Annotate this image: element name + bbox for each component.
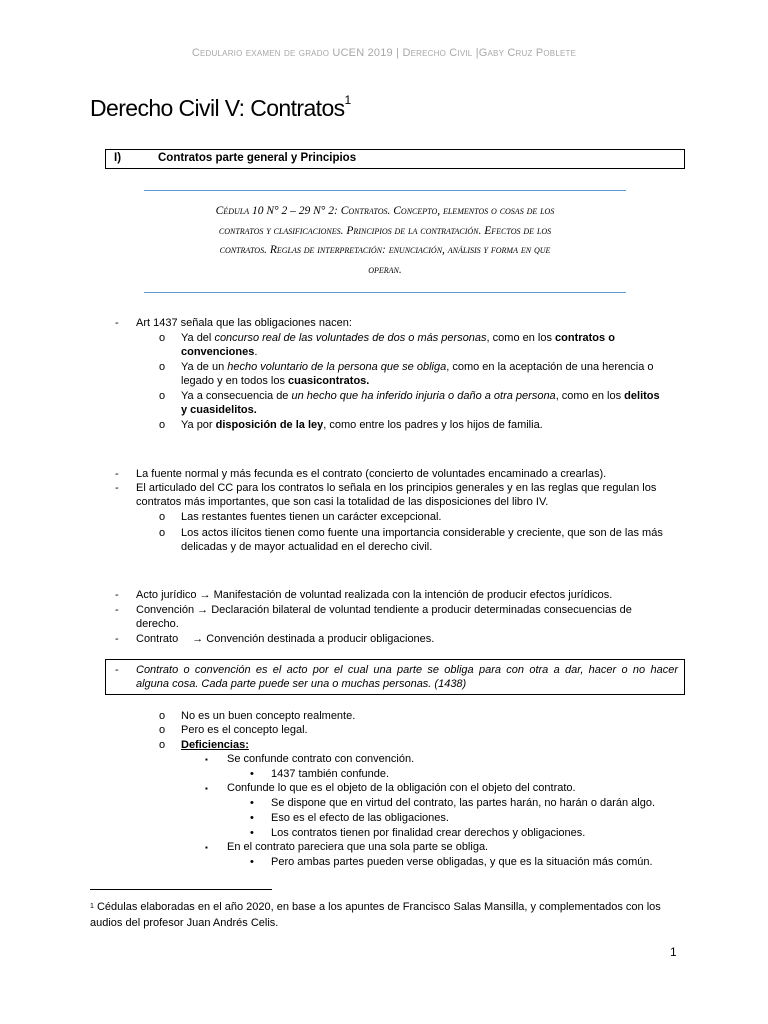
list-item: Los contratos tienen por finalidad crear derechos y obligaciones. (271, 827, 586, 839)
bullet-marker: • (250, 768, 254, 780)
page-title (90, 95, 351, 122)
circle-marker: o (159, 739, 166, 751)
circle-marker: o (159, 419, 166, 431)
footnote-mark: 1 (90, 903, 94, 910)
list-item: Convención → Declaración bilateral de voluntad tendiente a producir determinadas consecuencias de (136, 604, 632, 616)
list-item: Pero ambas partes pueden verse obligadas, y que es la situación más común. (271, 856, 653, 868)
cedula-line: operan. (368, 263, 402, 276)
list-item: Art 1437 señala que las obligaciones nacen: (136, 317, 352, 329)
footnote-separator (90, 889, 272, 890)
bullet-marker: • (250, 856, 254, 868)
list-item-continued: delicadas y de mayor actualidad en el derecho civil. (181, 541, 433, 553)
list-item: La fuente normal y más fecunda es el contrato (concierto de voluntades encaminado a crearlas). (136, 468, 607, 480)
circle-marker: o (159, 511, 166, 523)
list-item-continued: contratos más importantes, que son casi la totalidad de las disposiciones del libro IV. (136, 496, 549, 508)
running-header: Cedulario examen de grado UCEN 2019 | Derecho Civil |Gaby Cruz Poblete (191, 47, 577, 59)
circle-marker: o (159, 724, 166, 736)
circle-marker: o (159, 332, 166, 344)
square-marker: ▪ (205, 755, 208, 764)
dash-marker: - (115, 317, 119, 329)
bullet-marker: • (250, 827, 254, 839)
list-item: Confunde lo que es el objeto de la obligación con el objeto del contrato. (227, 782, 576, 794)
circle-marker: o (159, 390, 166, 402)
list-item: Contrato → Convención destinada a producir obligaciones. (136, 633, 435, 645)
dash-marker: - (115, 482, 119, 494)
dash-marker: - (115, 633, 119, 645)
cedula-bottom-rule (144, 292, 626, 293)
circle-marker: o (159, 527, 166, 539)
list-heading: Deficiencias: (181, 739, 249, 751)
cedula-line: Cédula 10 N° 2 – 29 N° 2: Contratos. Concepto, elementos o cosas de los (215, 205, 555, 217)
square-marker: ▪ (205, 784, 208, 793)
list-item-continued: y cuasidelitos. (181, 404, 257, 416)
list-item: Se confunde contrato con convención. (227, 753, 415, 765)
page-title-text: Derecho Civil V: Contratos (90, 95, 345, 121)
section-label: Contratos parte general y Principios (158, 152, 357, 164)
footnote (90, 899, 690, 931)
definition-text: Contrato o convención es el acto por el cual una parte se obliga para con otra a dar, hacer o no hacer (136, 664, 678, 676)
section-number: I) (114, 152, 122, 164)
circle-marker: o (159, 710, 166, 722)
cedula-block (150, 202, 620, 280)
page-number: 1 (670, 945, 677, 959)
dash-marker: - (115, 589, 119, 601)
dash-marker: - (115, 664, 119, 676)
list-item: Las restantes fuentes tienen un carácter excepcional. (181, 511, 442, 523)
list-item: Pero es el concepto legal. (181, 724, 308, 736)
footnote-ref: 1 (344, 93, 351, 107)
list-item: Ya de un hecho voluntario de la persona que se obliga, como en la aceptación de una herencia o (181, 361, 654, 373)
cedula-top-rule (144, 190, 626, 191)
dash-marker: - (115, 604, 119, 616)
cedula-line: contratos y clasificaciones. Principios de la contratación. Efectos de los (218, 224, 552, 237)
list-item-continued: convenciones. (181, 346, 258, 358)
footnote-line: audios del profesor Juan Andrés Celis. (90, 917, 279, 929)
list-item: El articulado del CC para los contratos lo señala en los principios generales y en las reglas que regulan los (136, 482, 657, 494)
list-item: Eso es el efecto de las obligaciones. (271, 812, 449, 824)
footnote-line: $^1$ Cédulas elaboradas en el año 2020, en base a los apuntes de Francisco Salas Mansilla, y complementados con los (90, 901, 661, 913)
list-item: En el contrato pareciera que una sola parte se obliga. (227, 841, 489, 853)
bullet-marker: • (250, 812, 254, 824)
list-item: 1437 también confunde. (271, 768, 390, 780)
list-item: Ya a consecuencia de un hecho que ha inferido injuria o daño a otra persona, como en los delitos (181, 390, 660, 402)
section-heading-box (105, 149, 685, 169)
list-item: Se dispone que en virtud del contrato, las partes harán, no harán o darán algo. (271, 797, 656, 809)
square-marker: ▪ (205, 843, 208, 852)
bullet-marker: • (250, 797, 254, 809)
list-item-continued: legado y en todos los cuasicontratos. (181, 375, 370, 387)
list-item: Los actos ilícitos tienen como fuente una importancia considerable y creciente, que son de las más (181, 527, 663, 539)
definition-text-continued: alguna cosa. Cada parte puede ser una o muchas personas. (1438) (136, 678, 467, 690)
circle-marker: o (159, 361, 166, 373)
list-item: Acto jurídico → Manifestación de voluntad realizada con la intención de producir efectos jurídicos. (136, 589, 613, 601)
dash-marker: - (115, 468, 119, 480)
cedula-line: contratos. Reglas de interpretación: enunciación, análisis y forma en que (219, 244, 551, 256)
list-item: Ya por disposición de la ley, como entre los padres y los hijos de familia. (181, 419, 543, 431)
list-item: No es un buen concepto realmente. (181, 710, 356, 722)
list-item: Ya del concurso real de las voluntades de dos o más personas, como en los contratos o (181, 332, 615, 344)
list-item-continued: derecho. (136, 618, 179, 630)
